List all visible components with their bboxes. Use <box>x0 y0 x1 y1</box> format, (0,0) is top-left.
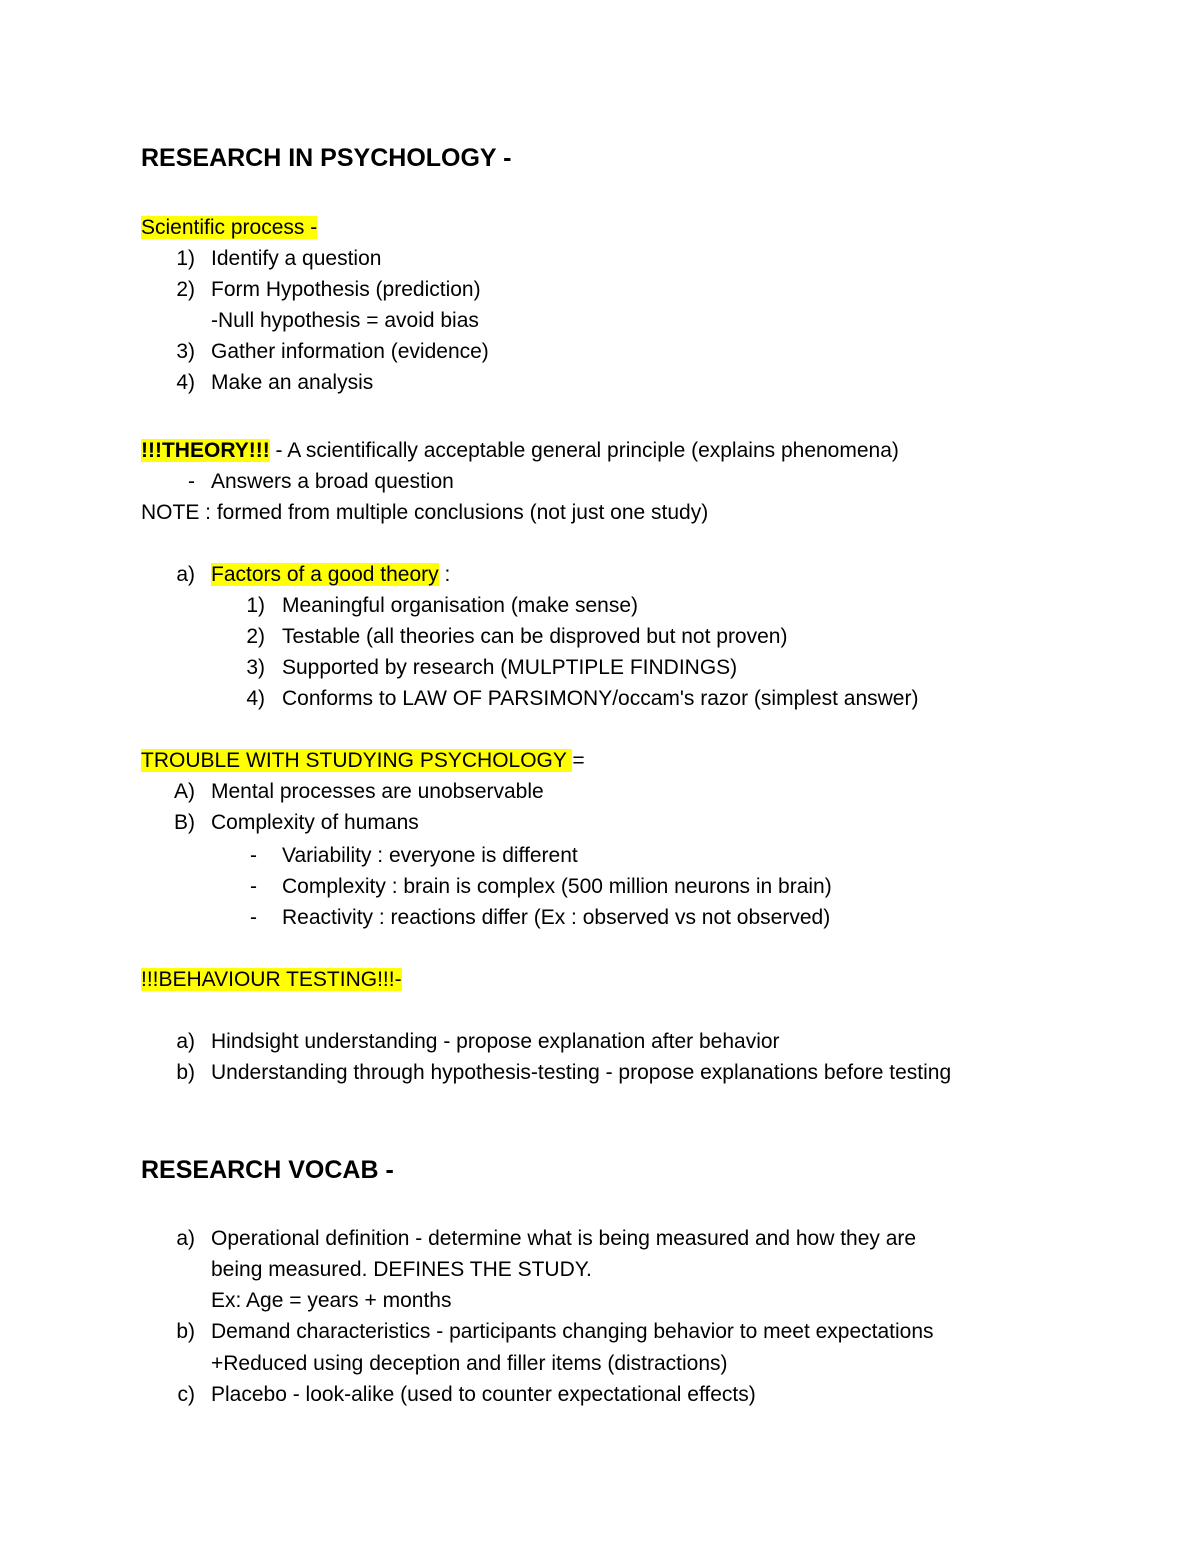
highlight: TROUBLE WITH STUDYING PSYCHOLOGY <box>141 749 573 772</box>
list-marker: - <box>250 844 257 867</box>
list-text: Answers a broad question <box>211 470 454 493</box>
list-marker: a) <box>176 1227 195 1250</box>
list-marker: a) <box>176 1030 195 1053</box>
factors-colon: : <box>438 563 451 586</box>
list-marker: b) <box>176 1320 195 1343</box>
list-marker: - <box>188 470 195 493</box>
list-marker: B) <box>174 811 195 834</box>
list-text: +Reduced using deception and filler items (distractions) <box>211 1352 728 1375</box>
list-text: Conforms to LAW OF PARSIMONY/occam's razor (simplest answer) <box>282 687 919 710</box>
list-text: Make an analysis <box>211 371 374 394</box>
list-text: Identify a question <box>211 247 382 270</box>
list-marker: A) <box>174 780 195 803</box>
theory-text: - A scientifically acceptable general principle (explains phenomena) <box>269 439 899 462</box>
list-text: Mental processes are unobservable <box>211 780 544 803</box>
list-marker: 1) <box>246 594 265 617</box>
highlight: Factors of a good theory <box>211 563 439 586</box>
heading-research-in-psychology: RESEARCH IN PSYCHOLOGY - <box>141 144 512 172</box>
highlight: !!!THEORY!!! <box>141 439 270 462</box>
trouble-label <box>141 748 585 774</box>
list-marker: - <box>250 875 257 898</box>
list-text: Form Hypothesis (prediction) <box>211 278 481 301</box>
list-text: Placebo - look-alike (used to counter expectational effects) <box>211 1383 756 1406</box>
scientific-process-label <box>141 215 317 241</box>
list-marker: c) <box>177 1383 195 1406</box>
list-text: Gather information (evidence) <box>211 340 489 363</box>
trouble-equals: = <box>572 749 585 772</box>
list-text: Testable (all theories can be disproved but not proven) <box>282 625 788 648</box>
highlight: !!!BEHAVIOUR TESTING!!!- <box>141 968 402 991</box>
list-text: being measured. DEFINES THE STUDY. <box>211 1258 592 1281</box>
list-marker: b) <box>176 1061 195 1084</box>
list-text: Hindsight understanding - propose explanation after behavior <box>211 1030 780 1053</box>
behaviour-label <box>141 967 402 993</box>
list-text: Ex: Age = years + months <box>211 1289 452 1312</box>
list-text: -Null hypothesis = avoid bias <box>211 309 479 332</box>
list-text: Variability : everyone is different <box>282 844 578 867</box>
list-marker: - <box>250 906 257 929</box>
highlight: Scientific process - <box>141 216 318 239</box>
list-marker: 2) <box>176 278 195 301</box>
heading-research-vocab: RESEARCH VOCAB - <box>141 1156 394 1184</box>
list-marker: 2) <box>246 625 265 648</box>
list-marker: 4) <box>246 687 265 710</box>
list-text: Supported by research (MULPTIPLE FINDINGS) <box>282 656 738 679</box>
list-text: Understanding through hypothesis-testing - propose explanations before testing <box>211 1061 952 1084</box>
list-marker: 3) <box>176 340 195 363</box>
list-text: Operational definition - determine what is being measured and how they are <box>211 1227 917 1250</box>
note-text: NOTE : formed from multiple conclusions (not just one study) <box>141 501 709 524</box>
list-marker: 1) <box>176 247 195 270</box>
list-marker: 4) <box>176 371 195 394</box>
list-marker: a) <box>176 563 195 586</box>
list-text: Complexity : brain is complex (500 million neurons in brain) <box>282 875 832 898</box>
list-text: Reactivity : reactions differ (Ex : observed vs not observed) <box>282 906 831 929</box>
list-text: Meaningful organisation (make sense) <box>282 594 639 617</box>
list-text <box>211 562 450 588</box>
theory-definition <box>141 438 899 464</box>
list-marker: 3) <box>246 656 265 679</box>
list-text: Demand characteristics - participants changing behavior to meet expectations <box>211 1320 934 1343</box>
list-text: Complexity of humans <box>211 811 419 834</box>
